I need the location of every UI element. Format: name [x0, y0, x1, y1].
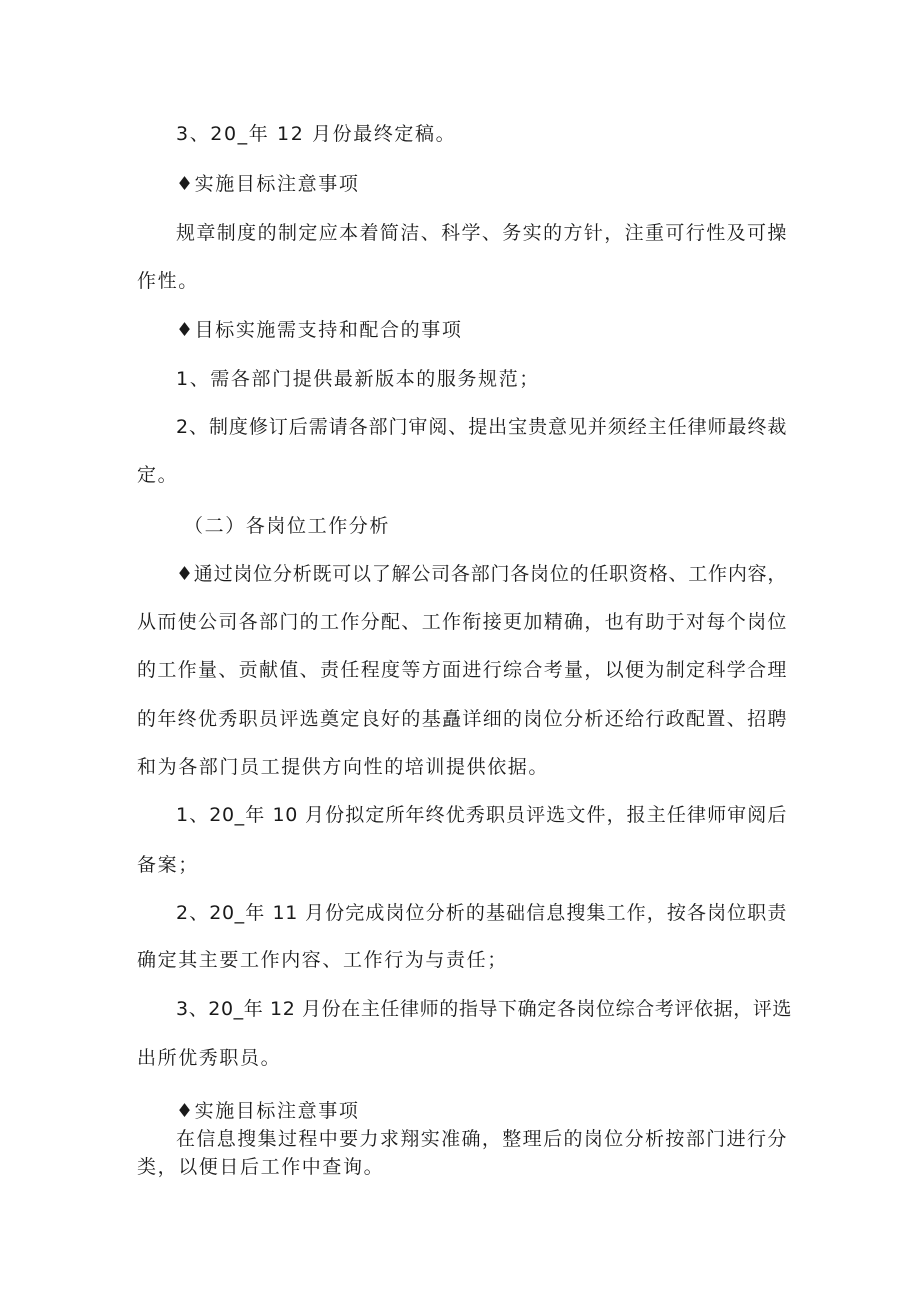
paragraph-line: 作性。 [137, 270, 199, 292]
list-item: 3、20_年 12 月份在主任律师的指导下确定各岗位综合考评依据，评选 [176, 998, 793, 1020]
paragraph-line: 类，以便日后工作中查询。 [137, 1156, 385, 1178]
paragraph-line: 的年终优秀职员评选奠定良好的基矗详细的岗位分析还给行政配置、招聘 [137, 708, 787, 730]
paragraph-line: ♦通过岗位分析既可以了解公司各部门各岗位的任职资格、工作内容， [176, 563, 787, 585]
paragraph-line: 3、20_年 12 月份最终定稿。 [176, 123, 457, 145]
paragraph-line: 备案； [137, 854, 199, 876]
section-heading: ♦实施目标注意事项 [176, 1100, 360, 1122]
paragraph-line: 规章制度的制定应本着简洁、科学、务实的方针，注重可行性及可操 [176, 222, 787, 244]
paragraph-line: 确定其主要工作内容、工作行为与责任； [137, 949, 508, 971]
list-item: 1、20_年 10 月份拟定所年终优秀职员评选文件，报主任律师审阅后 [176, 804, 787, 826]
list-item: 1、需各部门提供最新版本的服务规范； [176, 368, 540, 390]
list-item: 2、制度修订后需请各部门审阅、提出宝贵意见并须经主任律师最终裁 [176, 416, 787, 438]
paragraph-line: 出所优秀职员。 [137, 1047, 282, 1069]
paragraph-line: 的工作量、贡献值、责任程度等方面进行综合考量，以便为制定科学合理 [137, 659, 787, 681]
paragraph-line: 从而使公司各部门的工作分配、工作衔接更加精确，也有助于对每个岗位 [137, 611, 787, 633]
section-heading: ♦实施目标注意事项 [176, 173, 360, 195]
section-heading: ♦目标实施需支持和配合的事项 [176, 319, 463, 341]
list-item: 2、20_年 11 月份完成岗位分析的基础信息搜集工作，按各岗位职责 [176, 902, 787, 924]
paragraph-line: 和为各部门员工提供方向性的培训提供依据。 [137, 756, 550, 778]
paragraph-line: 定。 [137, 464, 179, 486]
subsection-heading: （二）各岗位工作分析 [184, 515, 391, 537]
paragraph-line: 在信息搜集过程中要力求翔实准确，整理后的岗位分析按部门进行分 [176, 1128, 787, 1150]
